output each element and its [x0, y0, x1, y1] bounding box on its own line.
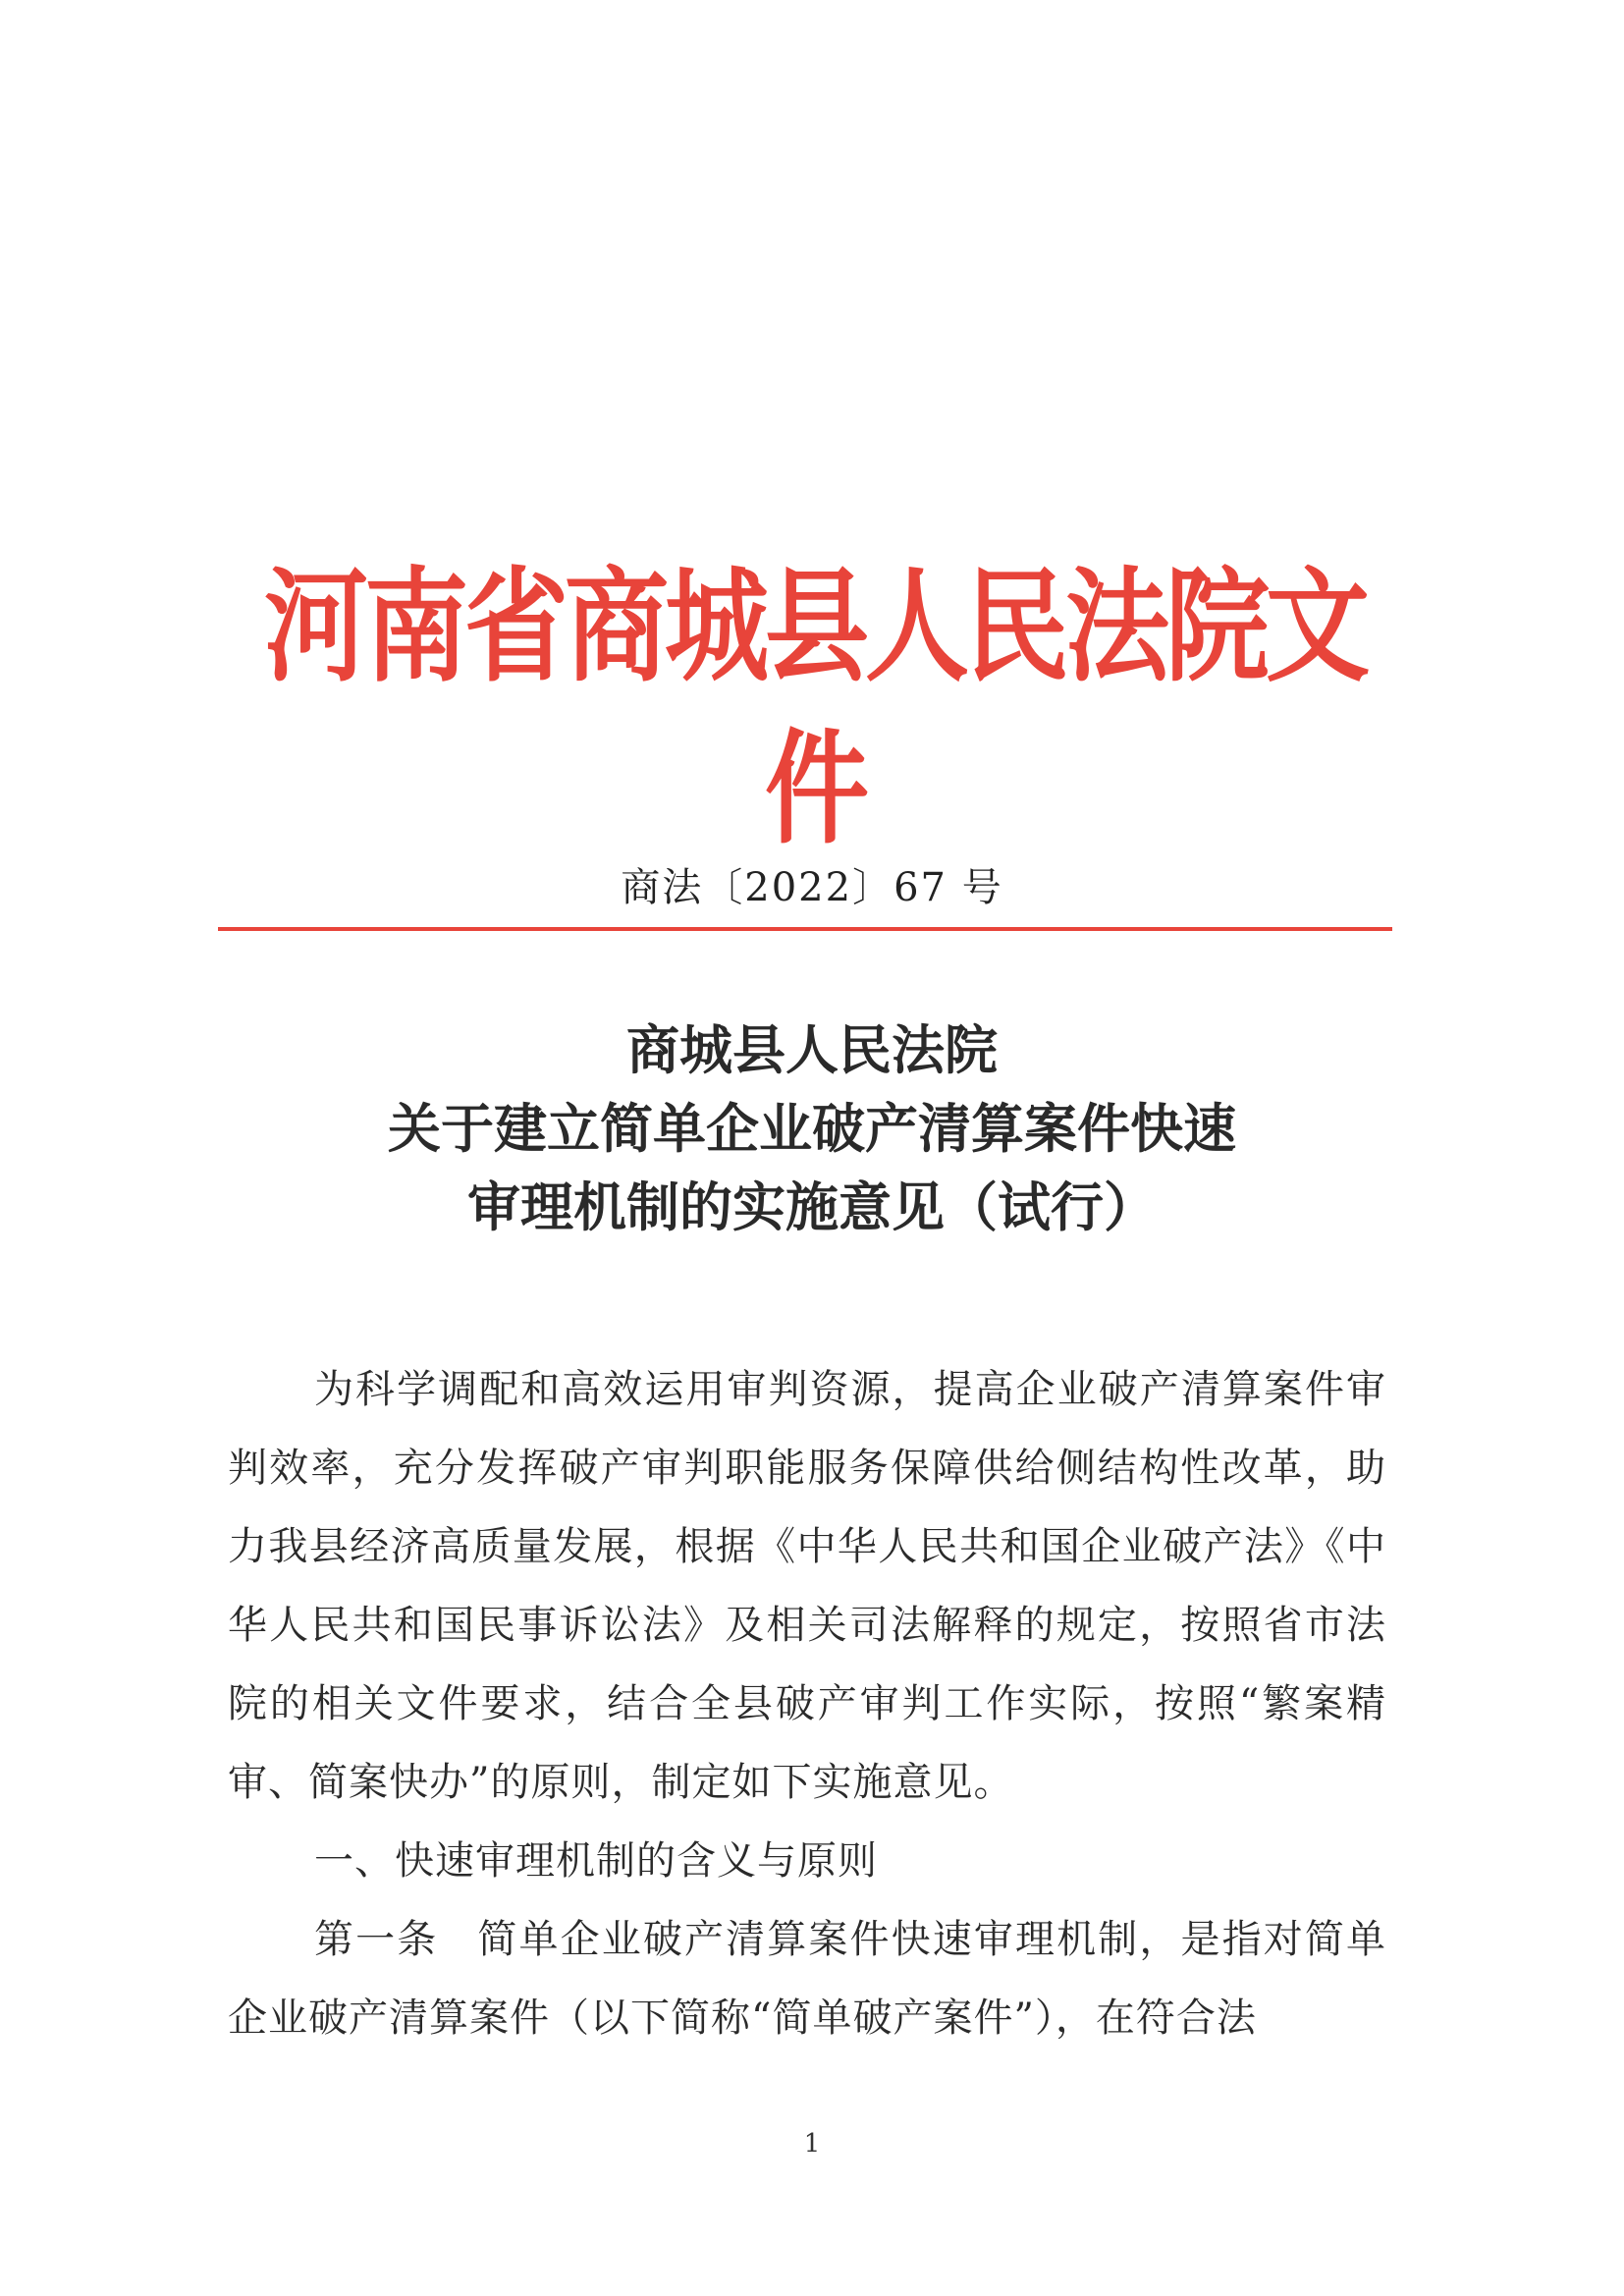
masthead-title: 河南省商城县人民法院文件 [264, 553, 1366, 860]
red-divider-line [218, 927, 1392, 931]
intro-paragraph: 为科学调配和高效运用审判资源，提高企业破产清算案件审判效率，充分发挥破产审判职能服务保障供给侧结构性改革，助力我县经济高质量发展，根据《中华人民共和国企业破产法》《中华人民共和国民事诉讼法》及相关司法解释的规定，按照省市法院的相关文件要求，结合全县破产审判工作实际，按照“繁案精审、简案快办”的原则，制定如下实施意见。 [228, 1367, 1386, 1805]
section-heading: 一、快速审理机制的含义与原则 [314, 1838, 878, 1884]
title-line-3: 审理机制的实施意见（试行） [467, 1176, 1157, 1238]
document-title [0, 1011, 1624, 1247]
article-text: 简单企业破产清算案件快速审理机制，是指对简单企业破产清算案件（以下简称“简单破产案件”），在符合法 [228, 1917, 1386, 2041]
title-line-1: 商城县人民法院 [626, 1019, 998, 1081]
article-paragraph [228, 1900, 1386, 2057]
article-label: 第一条 [314, 1917, 439, 1962]
document-body [228, 1350, 1386, 2057]
title-line-2: 关于建立简单企业破产清算案件快速 [388, 1098, 1236, 1160]
page-number: 1 [803, 2129, 821, 2159]
document-number: 商法〔2022〕67 号 [621, 865, 1003, 910]
